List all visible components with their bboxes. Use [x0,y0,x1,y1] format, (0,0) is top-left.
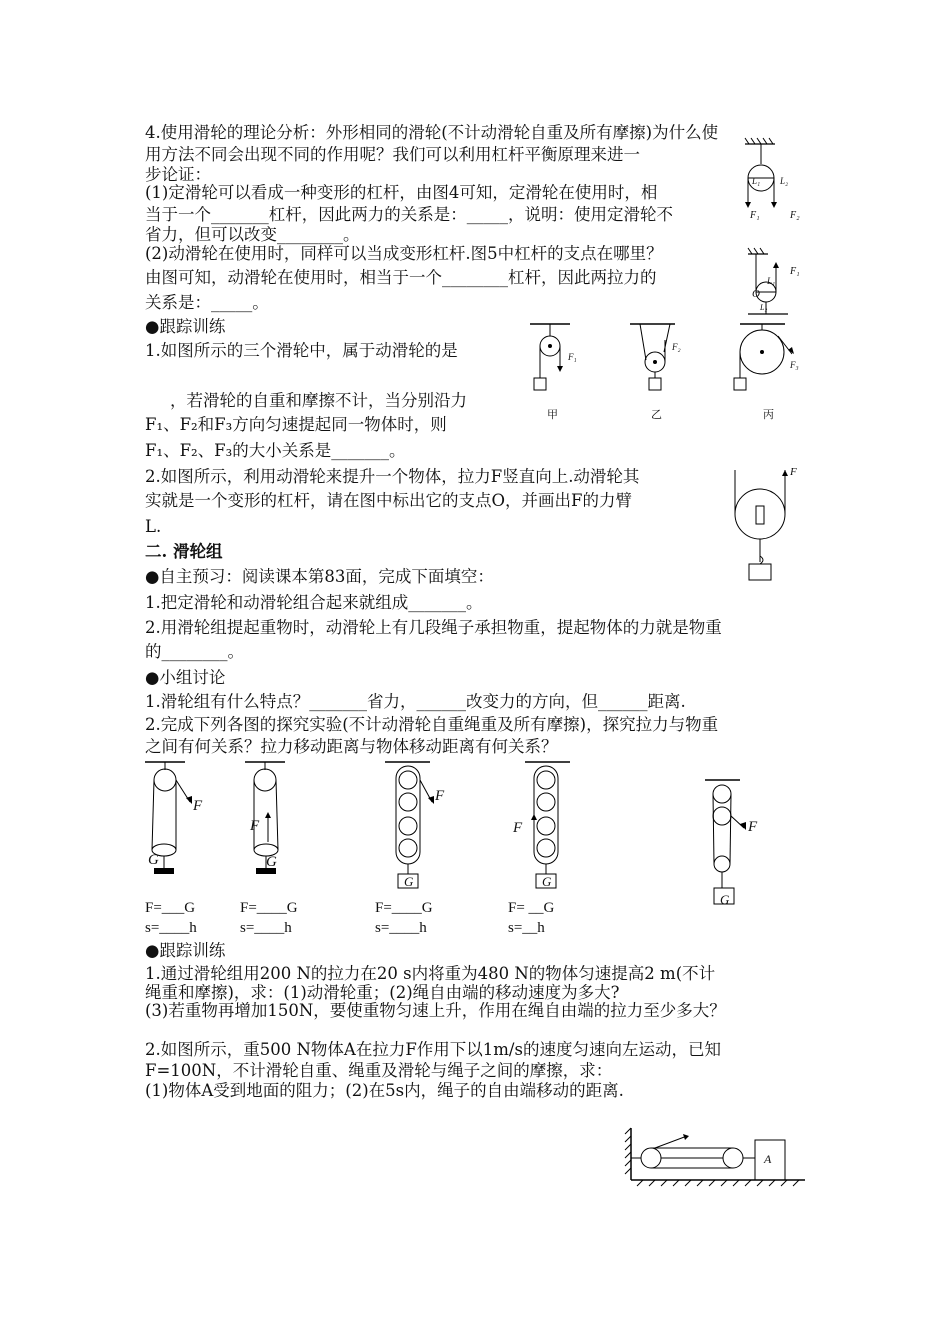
section2-title: 二. 滑轮组 [145,542,223,561]
section2-preview: ●自主预习：阅读课本第83面，完成下面填空： [145,567,494,586]
label-f-block1: F [193,798,203,814]
label-f-block5: F [748,819,758,835]
section2-d1: 1.滑轮组有什么特点？_______省力，______改变力的方向，但______距离. [145,692,686,711]
label-f1-fig4: F₁ [750,210,760,221]
label-f-block3: F [435,788,445,804]
caption-bing: 丙 [763,408,774,421]
label-l2-fig5: L₂ [760,303,768,312]
track2-q2a: 2.如图所示，重500 N物体A在拉力F作用下以1m/s的速度匀速向左运动，已知 [145,1040,721,1059]
formula-s-1: s=____h [145,920,197,936]
formula-f-4: F= __G [508,900,555,916]
section2-p1: 1.把定滑轮和动滑轮组合起来就组成_______。 [145,593,483,612]
s4-line4: (1)定滑轮可以看成一种变形的杠杆，由图4可知，定滑轮在使用时，相 [145,183,658,202]
s4-line7: (2)动滑轮在使用时，同样可以当成变形杠杆.图5中杠杆的支点在哪里？ [145,244,663,263]
track2-q2c: (1)物体A受到地面的阻力；(2)在5s内，绳子的自由端移动的距离. [145,1081,624,1100]
label-g-block5: G [720,892,730,907]
horizontal-pulley-figure [625,1128,810,1190]
track2-heading: ●跟踪训练 [145,941,226,960]
section2-discuss: ●小组讨论 [145,668,226,687]
section2-p2a: 2.用滑轮组提起重物时，动滑轮上有几段绳子承担物重，提起物体的力就是物重 [145,618,722,637]
label-f1-jia: F₁ [568,352,577,362]
label-g-block4: G [542,874,552,889]
label-f1-fig5: F₁ [790,266,800,277]
formula-s-2: s=____h [240,920,292,936]
movable-pulley-figure [735,470,795,585]
s4-line5: 当于一个_______杠杆，因此两力的关系是：_____，说明：使用定滑轮不 [145,205,673,224]
label-l2: L₂ [780,176,789,186]
s4-line3: 步论证： [145,165,211,184]
track1-q2b: 实就是一个变形的杠杆，请在图中标出它的支点O，并画出F的力臂 [145,491,632,510]
formula-f-2: F=____G [240,900,298,916]
s4-line9: 关系是：_____。 [145,293,269,312]
label-g-block1: G [148,852,159,868]
label-f2-yi: F₂ [672,342,681,352]
track2-q1c: (3)若重物再增加150N，要使重物匀速上升，作用在绳自由端的拉力至少多大？ [145,1001,726,1020]
label-f-block4: F [513,820,523,836]
formula-s-3: s=____h [375,920,427,936]
track2-q2b: F=100N，不计滑轮自重、绳重及滑轮与绳子之间的摩擦，求： [145,1061,613,1080]
section2-p2b: 的________。 [145,642,244,661]
track1-q1b: ，若滑轮的自重和摩擦不计，当分别沿力 [170,391,467,410]
label-f-fig6: F [790,466,797,478]
track1-q1c: F₁、F₂和F₃方向匀速提起同一物体时，则 [145,415,447,434]
formula-f-1: F=___G [145,900,196,916]
label-block-a: A [764,1152,772,1166]
track1-q2c: L. [145,517,162,536]
track1-q2a: 2.如图所示，利用动滑轮来提升一个物体，拉力F竖直向上.动滑轮其 [145,467,640,486]
pulley-block-figures [140,758,820,908]
track2-q1b: 绳重和摩擦)，求：(1)动滑轮重；(2)绳自由端的移动速度为多大? [145,983,620,1002]
track1-q1a: 1.如图所示的三个滑轮中，属于动滑轮的是 [145,341,458,360]
label-l1: L₁ [752,176,761,186]
label-l1-fig5: L₁ [767,276,776,286]
formula-f-3: F=____G [375,900,433,916]
label-f3-bing: F₃ [790,360,799,370]
caption-yi: 乙 [651,408,662,421]
s4-line1: 4.使用滑轮的理论分析：外形相同的滑轮(不计动滑轮自重及所有摩擦)为什么使 [145,123,719,142]
track1-q1d: F₁、F₂、F₃的大小关系是_______。 [145,441,406,460]
label-o-fig5: O [752,288,760,300]
section2-d2a: 2.完成下列各图的探究实验(不计动滑轮自重绳重及所有摩擦)，探究拉力与物重 [145,715,719,734]
section2-d2b: 之间有何关系？拉力移动距离与物体移动距离有何关系？ [145,737,558,756]
caption-jia: 甲 [547,408,558,421]
s4-line8: 由图可知，动滑轮在使用时，相当于一个________杠杆，因此两拉力的 [145,268,657,287]
label-f-block2: F [250,818,260,834]
formula-s-4: s=__h [508,920,545,936]
s4-line2: 用方法不同会出现不同的作用呢？我们可以利用杠杆平衡原理来进一 [145,145,640,164]
label-f2-fig4: F₂ [790,210,800,221]
label-g-block3: G [404,874,414,889]
track2-q1a: 1.通过滑轮组用200 N的拉力在20 s内将重为480 N的物体匀速提高2 m(不计 [145,964,716,983]
s4-line6: 省力，但可以改变________。 [145,225,360,244]
track1-heading: ●跟踪训练 [145,317,226,336]
label-g-block2: G [266,854,277,870]
